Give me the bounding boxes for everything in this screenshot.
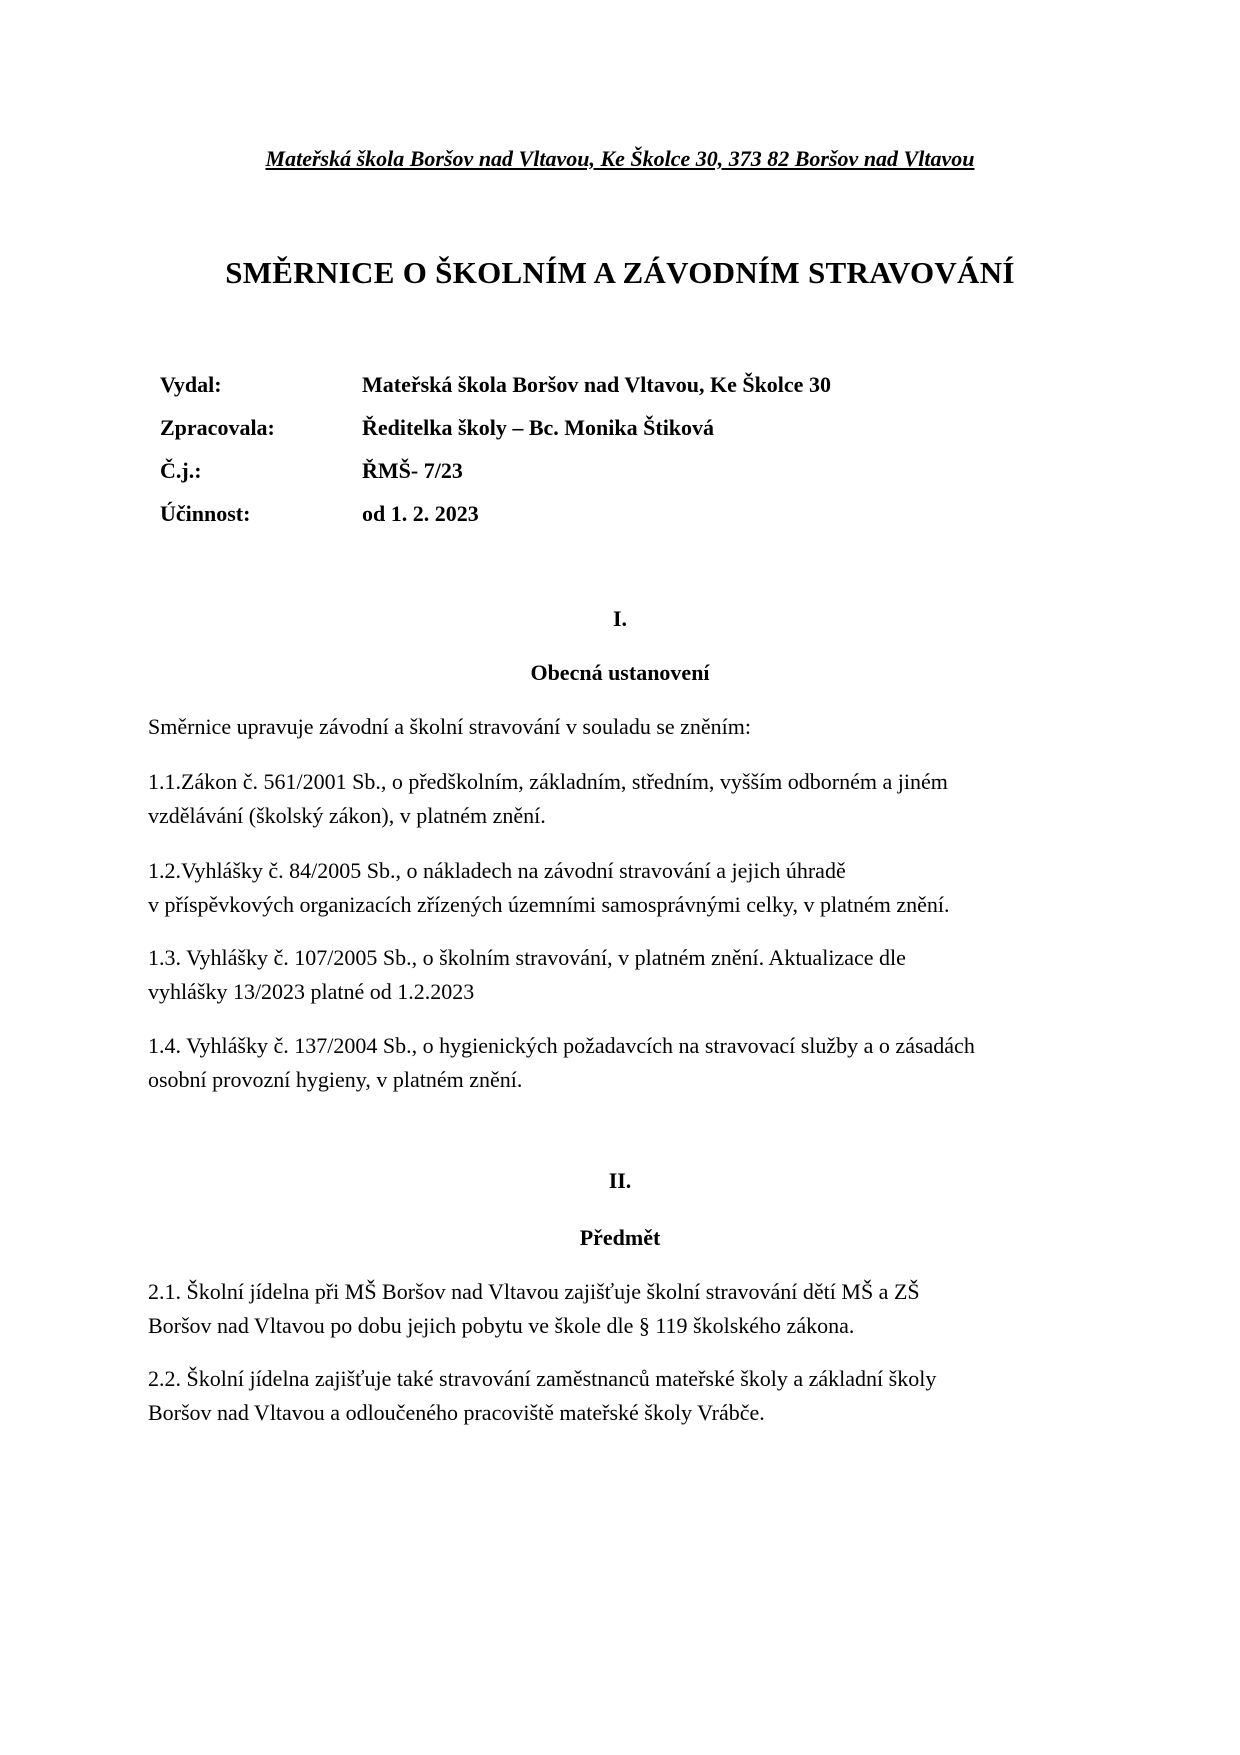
paragraph (148, 765, 1108, 833)
meta-value: ŘMŠ- 7/23 (362, 458, 463, 483)
paragraph-line: osobní provozní hygieny, v platném znění. (148, 1067, 523, 1092)
school-address-header: Mateřská škola Boršov nad Vltavou, Ke Školce 30, 373 82 Boršov nad Vltavou (265, 146, 975, 171)
paragraph-line: v příspěvkových organizacích zřízených územními samosprávnými celky, v platném znění. (148, 892, 950, 917)
paragraph-line: Boršov nad Vltavou a odloučeného pracoviště mateřské školy Vrábče. (148, 1400, 765, 1425)
paragraph-line: 1.1.Zákon č. 561/2001 Sb., o předškolním, základním, středním, vyšším odborném a jiném (148, 769, 948, 794)
paragraph-line: vyhlášky 13/2023 platné od 1.2.2023 (148, 979, 475, 1004)
meta-label: Zpracovala: (160, 415, 275, 440)
meta-row-prepared-by (160, 415, 1060, 458)
paragraph-line: Boršov nad Vltavou po dobu jejich pobytu ve škole dle § 119 školského zákona. (148, 1313, 855, 1338)
paragraph-line: 2.1. Školní jídelna při MŠ Boršov nad Vltavou zajišťuje školní stravování dětí MŠ a ZŠ (148, 1279, 920, 1304)
meta-label: Účinnost: (160, 501, 251, 526)
paragraph (148, 854, 1108, 922)
document-metadata (160, 372, 1060, 544)
meta-value: od 1. 2. 2023 (362, 501, 479, 526)
paragraph (148, 1029, 1108, 1097)
paragraph-line: Směrnice upravuje závodní a školní stravování v souladu se zněním: (148, 714, 752, 739)
paragraph (148, 1275, 1108, 1343)
paragraph-line: 2.2. Školní jídelna zajišťuje také stravování zaměstnanců mateřské školy a základní školy (148, 1366, 937, 1391)
meta-label: Č.j.: (160, 458, 202, 483)
meta-label: Vydal: (160, 372, 222, 397)
meta-row-reference-number (160, 458, 1060, 501)
paragraph (148, 1362, 1108, 1430)
section-number: II. (608, 1168, 632, 1193)
paragraph (148, 710, 1108, 744)
paragraph-line: vzdělávání (školský zákon), v platném znění. (148, 803, 546, 828)
document-title: SMĚRNICE O ŠKOLNÍM A ZÁVODNÍM STRAVOVÁNÍ (225, 255, 1015, 290)
paragraph-line: 1.4. Vyhlášky č. 137/2004 Sb., o hygienických požadavcích na stravovací služby a o zásadách (148, 1033, 975, 1058)
section-title: Předmět (579, 1225, 661, 1250)
paragraph (148, 941, 1108, 1009)
meta-value: Mateřská škola Boršov nad Vltavou, Ke Školce 30 (362, 372, 831, 397)
section-number: I. (612, 606, 628, 631)
meta-value: Ředitelka školy – Bc. Monika Štiková (362, 415, 715, 440)
paragraph-line: 1.2.Vyhlášky č. 84/2005 Sb., o nákladech na závodní stravování a jejich úhradě (148, 858, 846, 883)
meta-row-issued-by (160, 372, 1060, 415)
section-title: Obecná ustanovení (530, 660, 710, 685)
paragraph-line: 1.3. Vyhlášky č. 107/2005 Sb., o školním stravování, v platném znění. Aktualizace dle (148, 945, 906, 970)
meta-row-effective-date (160, 501, 1060, 544)
